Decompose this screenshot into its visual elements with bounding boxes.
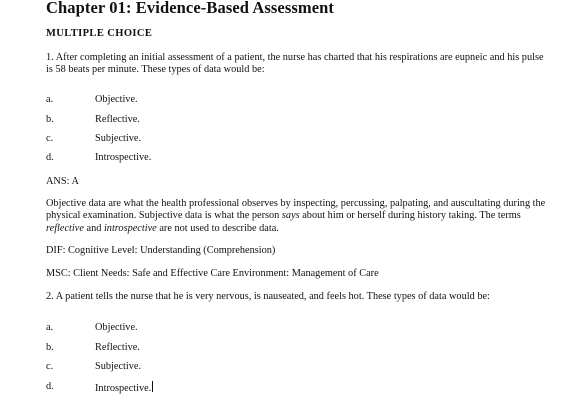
rationale-emphasis-reflective: reflective [46, 222, 84, 234]
text-cursor [152, 381, 153, 392]
q2-option-d-text: Introspective. [95, 383, 152, 394]
q2-option-c-letter: c. [46, 361, 54, 372]
q1-option-b-letter: b. [46, 114, 54, 125]
q2-option-a-letter: a. [46, 322, 54, 333]
chapter-title: Chapter 01: Evidence-Based Assessment [46, 0, 335, 17]
q1-option-a-letter: a. [46, 94, 54, 105]
q1-option-c-text: Subjective. [95, 133, 142, 144]
section-heading: MULTIPLE CHOICE [46, 28, 153, 39]
rationale-emphasis-says: says [281, 210, 300, 222]
q1-option-a-text: Objective. [95, 94, 138, 105]
q1-difficulty: DIF: Cognitive Level: Understanding (Comprehension) [46, 245, 276, 256]
rationale-text-1: Objective data are what the health professional observes by inspecting, percussing, palpating, and auscultating during the physical examination. Subjective data is what the person [46, 198, 546, 222]
question-2-stem: 2. A patient tells the nurse that he is very nervous, is nauseated, and feels hot. These types of data would be: [46, 291, 490, 302]
question-1-stem: 1. After completing an initial assessment of a patient, the nurse has charted that his respirations are eupneic and his pulse is 58 beats per minute. These types of data would be: [46, 52, 544, 76]
q2-option-d [95, 381, 153, 394]
q1-option-d-letter: d. [46, 152, 54, 163]
rationale-text-3: and [83, 222, 104, 234]
rationale-emphasis-introspective: introspective [103, 222, 157, 234]
q1-answer: ANS: A [46, 176, 79, 187]
q2-option-b-letter: b. [46, 342, 54, 353]
rationale-text-2: about him or herself during history taking. The terms [299, 210, 521, 222]
q2-option-c-text: Subjective. [95, 361, 142, 372]
q1-option-b-text: Reflective. [95, 114, 140, 125]
q1-msc: MSC: Client Needs: Safe and Effective Care Environment: Management of Care [46, 268, 379, 279]
rationale-text-4: are not used to describe data. [156, 222, 279, 234]
q1-option-d-text: Introspective. [95, 152, 152, 163]
q1-option-c-letter: c. [46, 133, 54, 144]
q2-option-a-text: Objective. [95, 322, 138, 333]
q2-option-b-text: Reflective. [95, 342, 140, 353]
q2-option-d-letter: d. [46, 381, 54, 392]
q1-rationale [46, 198, 546, 235]
